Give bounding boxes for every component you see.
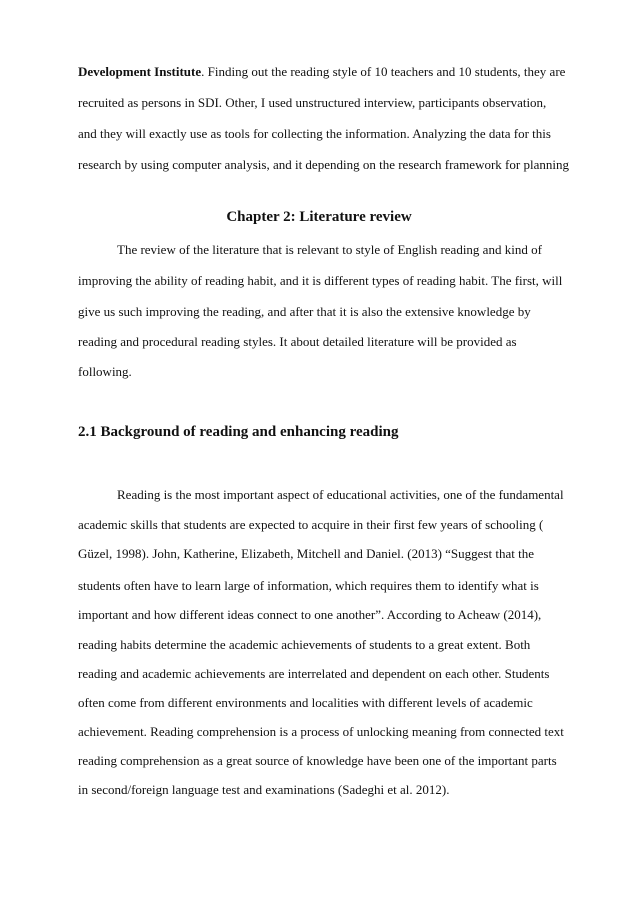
section-para-line: Reading is the most important aspect of educational activities, one of the fundamental: [117, 487, 564, 502]
chapter-para-line: give us such improving the reading, and after that it is also the extensive knowledge by: [78, 304, 531, 319]
intro-line-3: and they will exactly use as tools for collecting the information. Analyzing the data for this: [78, 126, 551, 141]
section-para-line: reading comprehension as a great source of knowledge have been one of the important parts: [78, 753, 557, 768]
chapter-para-line: The review of the literature that is relevant to style of English reading and kind of: [117, 242, 542, 257]
section-para-line: reading and academic achievements are interrelated and dependent on each other. Students: [78, 666, 550, 681]
section-para-line: students often have to learn large of information, which requires them to identify what is: [78, 578, 539, 593]
chapter-heading: Chapter 2: Literature review: [226, 209, 412, 225]
intro-line-1-text: . Finding out the reading style of 10 teachers and 10 students, they are: [201, 64, 566, 79]
intro-line-1: [78, 64, 565, 80]
intro-line-4: research by using computer analysis, and it depending on the research framework for planning: [78, 157, 569, 172]
section-para-line: in second/foreign language test and examinations (Sadeghi et al. 2012).: [78, 782, 450, 797]
intro-line-2: recruited as persons in SDI. Other, I used unstructured interview, participants observation,: [78, 95, 547, 110]
section-para-line: important and how different ideas connect to one another”. According to Acheaw (2014),: [78, 607, 542, 622]
chapter-para-line: reading and procedural reading styles. It about detailed literature will be provided as: [78, 334, 517, 349]
section-para-line: academic skills that students are expected to acquire in their first few years of schooling (: [78, 517, 544, 532]
intro-bold-term: Development Institute: [78, 64, 202, 79]
chapter-para-line: improving the ability of reading habit, and it is different types of reading habit. The first, will: [78, 273, 563, 288]
section-para-line: achievement. Reading comprehension is a process of unlocking meaning from connected text: [78, 724, 564, 739]
section-heading: 2.1 Background of reading and enhancing reading: [78, 424, 399, 440]
chapter-para-line: following.: [78, 364, 132, 379]
section-para-line: often come from different environments and localities with different levels of academic: [78, 695, 533, 710]
section-para-line: Güzel, 1998). John, Katherine, Elizabeth, Mitchell and Daniel. (2013) “Suggest that the: [78, 546, 534, 561]
section-para-line: reading habits determine the academic achievements of students to a great extent. Both: [78, 637, 531, 652]
